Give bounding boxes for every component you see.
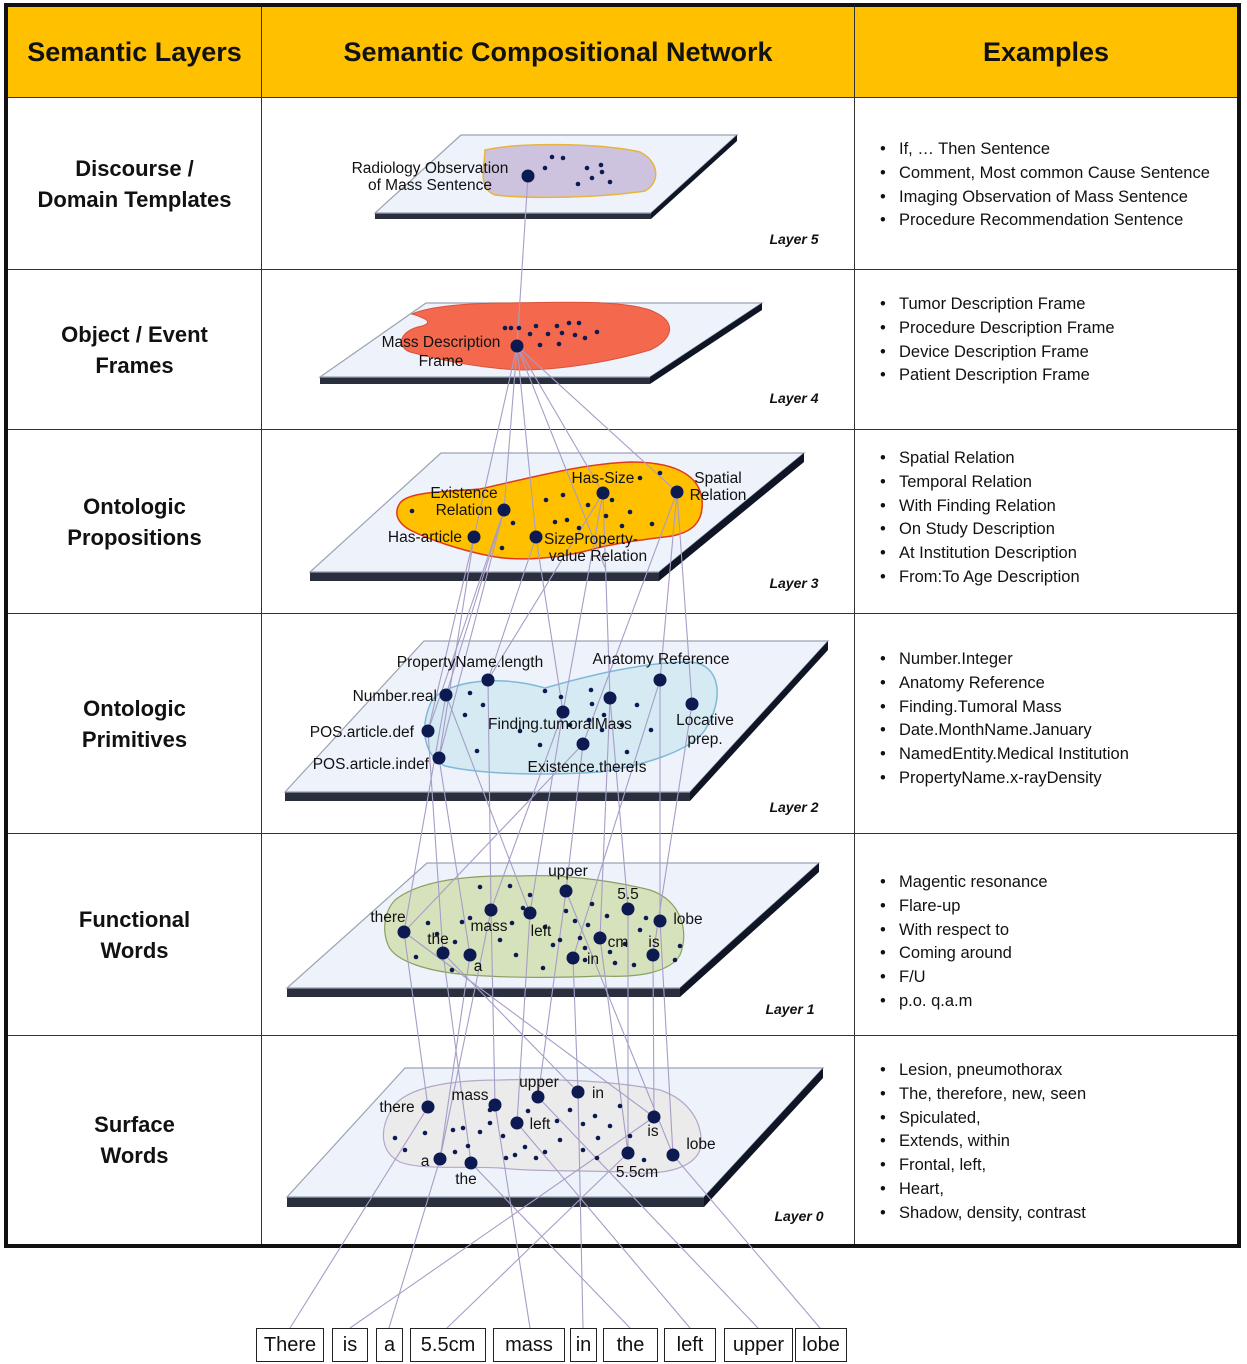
node-label: Spatial: [694, 470, 742, 487]
minor-node: [538, 343, 543, 348]
minor-node: [638, 928, 643, 933]
minor-node: [528, 893, 533, 898]
header-semantic-network: Semantic Compositional Network: [262, 7, 854, 97]
example-item: • NamedEntity.Medical Institution: [878, 743, 1129, 767]
minor-node: [511, 521, 516, 526]
example-item: • Coming around: [878, 942, 1048, 966]
sentence-word-box: is: [332, 1328, 368, 1362]
node-label: Existence.thereIs: [527, 759, 647, 776]
network-node: [567, 952, 580, 965]
minor-node: [628, 510, 633, 515]
sentence-word-box: 5.5cm: [410, 1328, 486, 1362]
minor-node: [610, 498, 615, 503]
node-label: is: [647, 1123, 659, 1140]
minor-node: [604, 514, 609, 519]
example-item: • Heart,: [878, 1178, 1086, 1202]
node-label: Has-Size: [571, 470, 635, 487]
example-item: • Finding.Tumoral Mass: [878, 696, 1129, 720]
node-label: SizeProperty-: [544, 531, 638, 548]
network-node: [511, 1117, 524, 1130]
minor-node: [560, 331, 565, 336]
minor-node: [546, 332, 551, 337]
minor-node: [451, 1128, 456, 1133]
example-item: • Anatomy Reference: [878, 672, 1129, 696]
sentence-word-box: left: [664, 1328, 716, 1362]
network-node: [482, 674, 495, 687]
node-label: 5.5cm: [615, 1164, 659, 1181]
minor-node: [510, 921, 515, 926]
minor-node: [628, 1134, 633, 1139]
network-node: [532, 1091, 545, 1104]
layer-name-surface: Surface Words: [94, 1112, 175, 1168]
example-item: • Date.MonthName.January: [878, 719, 1129, 743]
layer-tag-2: Layer 2: [769, 799, 819, 815]
node-label: lobe: [673, 911, 703, 928]
network-node: [654, 915, 667, 928]
network-node: [560, 885, 573, 898]
network-node: [468, 531, 481, 544]
network-node: [572, 1086, 585, 1099]
minor-node: [423, 1131, 428, 1136]
minor-node: [590, 902, 595, 907]
example-item: • From:To Age Description: [878, 566, 1080, 590]
node-label: Anatomy Reference: [592, 651, 730, 668]
node-label: upper: [519, 1074, 559, 1091]
minor-node: [673, 958, 678, 963]
minor-node: [644, 916, 649, 921]
node-label: mass: [451, 1087, 489, 1104]
network-node: [522, 170, 535, 183]
node-label: Locative: [676, 712, 734, 729]
layer-name-frames: Object / Event Frames: [61, 321, 208, 378]
minor-node: [403, 1148, 408, 1153]
minor-node: [590, 176, 595, 181]
minor-node: [595, 330, 600, 335]
network-node: [530, 531, 543, 544]
example-item: • Procedure Recommendation Sentence: [878, 209, 1210, 233]
minor-node: [585, 166, 590, 171]
example-item: • Imaging Observation of Mass Sentence: [878, 186, 1210, 210]
minor-node: [555, 324, 560, 329]
minor-node: [509, 326, 514, 331]
network-node: [511, 340, 524, 353]
sentence-word-box: There: [256, 1328, 324, 1362]
layer-name-propositions: Ontologic Propositions: [67, 493, 202, 550]
minor-node: [463, 713, 468, 718]
example-item: • Extends, within: [878, 1130, 1086, 1154]
example-item: • Patient Description Frame: [878, 364, 1115, 388]
example-item: • Spiculated,: [878, 1107, 1086, 1131]
layer-tag-5: Layer 5: [769, 231, 819, 247]
minor-node: [478, 1130, 483, 1135]
minor-node: [573, 919, 578, 924]
minor-node: [568, 1108, 573, 1113]
network-node: [622, 903, 635, 916]
example-item: • With respect to: [878, 919, 1048, 943]
example-item: • Frontal, left,: [878, 1154, 1086, 1178]
minor-node: [500, 546, 505, 551]
minor-node: [608, 1124, 613, 1129]
minor-node: [543, 1150, 548, 1155]
minor-node: [393, 1136, 398, 1141]
example-item: • p.o. q.a.m: [878, 990, 1048, 1014]
network-node: [433, 752, 446, 765]
minor-node: [468, 691, 473, 696]
minor-node: [561, 156, 566, 161]
network-node: [594, 932, 607, 945]
minor-node: [632, 963, 637, 968]
minor-node: [565, 518, 570, 523]
minor-node: [498, 938, 503, 943]
network-node: [422, 725, 435, 738]
minor-node: [508, 884, 513, 889]
minor-node: [618, 1104, 623, 1109]
network-node: [654, 674, 667, 687]
minor-node: [526, 1109, 531, 1114]
minor-node: [453, 940, 458, 945]
node-label: mass: [470, 918, 508, 935]
minor-node: [583, 336, 588, 341]
minor-node: [620, 524, 625, 529]
minor-node: [595, 1156, 600, 1161]
minor-node: [453, 1150, 458, 1155]
minor-node: [541, 966, 546, 971]
minor-node: [589, 688, 594, 693]
node-label: a: [473, 958, 483, 975]
minor-node: [528, 332, 533, 337]
minor-node: [559, 695, 564, 700]
minor-node: [555, 1119, 560, 1124]
minor-node: [650, 522, 655, 527]
example-item: • Comment, Most common Cause Sentence: [878, 162, 1210, 186]
minor-node: [414, 955, 419, 960]
minor-node: [460, 920, 465, 925]
layer5-region: [483, 145, 656, 198]
node-label: the: [455, 1171, 477, 1188]
minor-node: [551, 943, 556, 948]
network-node: [437, 947, 450, 960]
node-label: Radiology Observation: [351, 160, 509, 177]
minor-node: [605, 914, 610, 919]
node-label: cm: [607, 934, 629, 951]
minor-node: [517, 326, 522, 331]
example-item: • At Institution Description: [878, 542, 1080, 566]
network-node: [489, 1099, 502, 1112]
sentence-word-box: a: [376, 1328, 403, 1362]
layer-tag-3: Layer 3: [769, 575, 819, 591]
sentence-word-box: the: [603, 1328, 658, 1362]
example-item: • Procedure Description Frame: [878, 317, 1115, 341]
minor-node: [557, 342, 562, 347]
layer-name-discourse: Discourse / Domain Templates: [37, 155, 232, 212]
example-item: • Magentic resonance: [878, 871, 1048, 895]
minor-node: [523, 1145, 528, 1150]
node-label: there: [370, 909, 406, 926]
node-label: Has-article: [387, 529, 462, 546]
network-node: [422, 1101, 435, 1114]
node-label: upper: [548, 863, 588, 880]
network-node: [398, 926, 411, 939]
minor-node: [478, 885, 483, 890]
minor-node: [501, 1134, 506, 1139]
node-label: in: [586, 951, 600, 968]
minor-node: [513, 1153, 518, 1158]
minor-node: [635, 703, 640, 708]
header-semantic-layers: Semantic Layers: [8, 7, 261, 97]
example-item: • Tumor Description Frame: [878, 293, 1115, 317]
example-item: • Shadow, density, contrast: [878, 1202, 1086, 1226]
network-node: [622, 1147, 635, 1160]
example-item: • Temporal Relation: [878, 471, 1080, 495]
sentence-word-box: lobe: [795, 1328, 847, 1362]
minor-node: [642, 1158, 647, 1163]
layer-tag-1: Layer 1: [765, 1001, 815, 1017]
example-item: • Lesion, pneumothorax: [878, 1059, 1086, 1083]
minor-node: [577, 321, 582, 326]
minor-node: [638, 476, 643, 481]
node-label: left: [530, 923, 552, 940]
minor-node: [538, 743, 543, 748]
minor-node: [658, 471, 663, 476]
minor-node: [503, 326, 508, 331]
example-item: • F/U: [878, 966, 1048, 990]
minor-node: [558, 1138, 563, 1143]
node-label: Existence: [430, 485, 498, 502]
minor-node: [534, 324, 539, 329]
node-label: 5.5: [617, 886, 639, 903]
minor-node: [600, 170, 605, 175]
example-item: • With Finding Relation: [878, 495, 1080, 519]
node-label: lobe: [686, 1136, 716, 1153]
minor-node: [410, 509, 415, 514]
minor-node: [583, 946, 588, 951]
minor-node: [550, 155, 555, 160]
node-label: PropertyName.length: [396, 654, 544, 671]
minor-node: [576, 182, 581, 187]
layer-name-functional: Functional Words: [78, 906, 191, 963]
node-label: POS.article.indef: [312, 756, 429, 773]
minor-node: [608, 180, 613, 185]
example-item: • Device Description Frame: [878, 341, 1115, 365]
minor-node: [426, 921, 431, 926]
minor-node: [586, 923, 591, 928]
layer-name-primitives: Ontologic Primitives: [81, 695, 188, 752]
example-item: • On Study Description: [878, 518, 1080, 542]
network-node: [434, 1153, 447, 1166]
node-label: value Relation: [548, 548, 648, 565]
example-item: • If, … Then Sentence: [878, 138, 1210, 162]
node-label: Relation: [435, 502, 493, 519]
node-label: there: [379, 1099, 415, 1116]
network-node: [648, 1111, 661, 1124]
header-examples: Examples: [855, 7, 1237, 97]
node-label: prep.: [687, 731, 723, 748]
minor-node: [488, 1121, 493, 1126]
example-item: • Flare-up: [878, 895, 1048, 919]
minor-node: [450, 968, 455, 973]
node-label: Finding.tumoralMass: [488, 716, 632, 733]
connection-line: [673, 1155, 820, 1328]
minor-node: [567, 321, 572, 326]
node-label: POS.article.def: [309, 724, 414, 741]
example-item: • PropertyName.x-rayDensity: [878, 767, 1129, 791]
network-node: [577, 738, 590, 751]
node-label: in: [591, 1085, 605, 1102]
minor-node: [558, 938, 563, 943]
network-node: [667, 1149, 680, 1162]
example-item: • Spatial Relation: [878, 447, 1080, 471]
node-label: a: [420, 1153, 430, 1170]
sentence-word-box: upper: [724, 1328, 793, 1362]
minor-node: [578, 936, 583, 941]
minor-node: [504, 1156, 509, 1161]
minor-node: [581, 1148, 586, 1153]
network-node: [671, 486, 684, 499]
minor-node: [586, 503, 591, 508]
node-label: of Mass Sentence: [367, 177, 493, 194]
minor-node: [475, 749, 480, 754]
network-node: [485, 904, 498, 917]
node-label: Frame: [418, 353, 464, 370]
example-item: • Number.Integer: [878, 648, 1129, 672]
network-node: [440, 689, 453, 702]
network-node: [465, 1157, 478, 1170]
sentence-word-box: mass: [493, 1328, 565, 1362]
minor-node: [466, 1144, 471, 1149]
minor-node: [544, 498, 549, 503]
minor-node: [649, 728, 654, 733]
minor-node: [593, 1114, 598, 1119]
minor-node: [596, 1136, 601, 1141]
layer5-labels: [352, 160, 509, 194]
minor-node: [543, 166, 548, 171]
network-node: [597, 487, 610, 500]
minor-node: [543, 689, 548, 694]
node-label: Number.real: [352, 688, 437, 705]
minor-node: [481, 703, 486, 708]
minor-node: [573, 333, 578, 338]
network-node: [686, 698, 699, 711]
minor-node: [553, 520, 558, 525]
layer-tag-0: Layer 0: [774, 1208, 824, 1224]
node-label: is: [648, 934, 660, 951]
minor-node: [514, 953, 519, 958]
minor-node: [590, 702, 595, 707]
network-node: [498, 504, 511, 517]
node-label: the: [427, 931, 449, 948]
minor-node: [534, 1156, 539, 1161]
node-label: Relation: [689, 487, 747, 504]
minor-node: [613, 961, 618, 966]
minor-node: [564, 909, 569, 914]
minor-node: [561, 493, 566, 498]
layer-tag-4: Layer 4: [769, 390, 819, 406]
network-node: [524, 907, 537, 920]
minor-node: [581, 1122, 586, 1127]
minor-node: [461, 1126, 466, 1131]
network-node: [604, 692, 617, 705]
minor-node: [678, 944, 683, 949]
sentence-word-box: in: [570, 1328, 597, 1362]
node-label: Mass Description: [381, 334, 501, 351]
minor-node: [625, 750, 630, 755]
example-item: • The, therefore, new, seen: [878, 1083, 1086, 1107]
minor-node: [577, 526, 582, 531]
node-label: left: [529, 1116, 551, 1133]
minor-node: [599, 163, 604, 168]
